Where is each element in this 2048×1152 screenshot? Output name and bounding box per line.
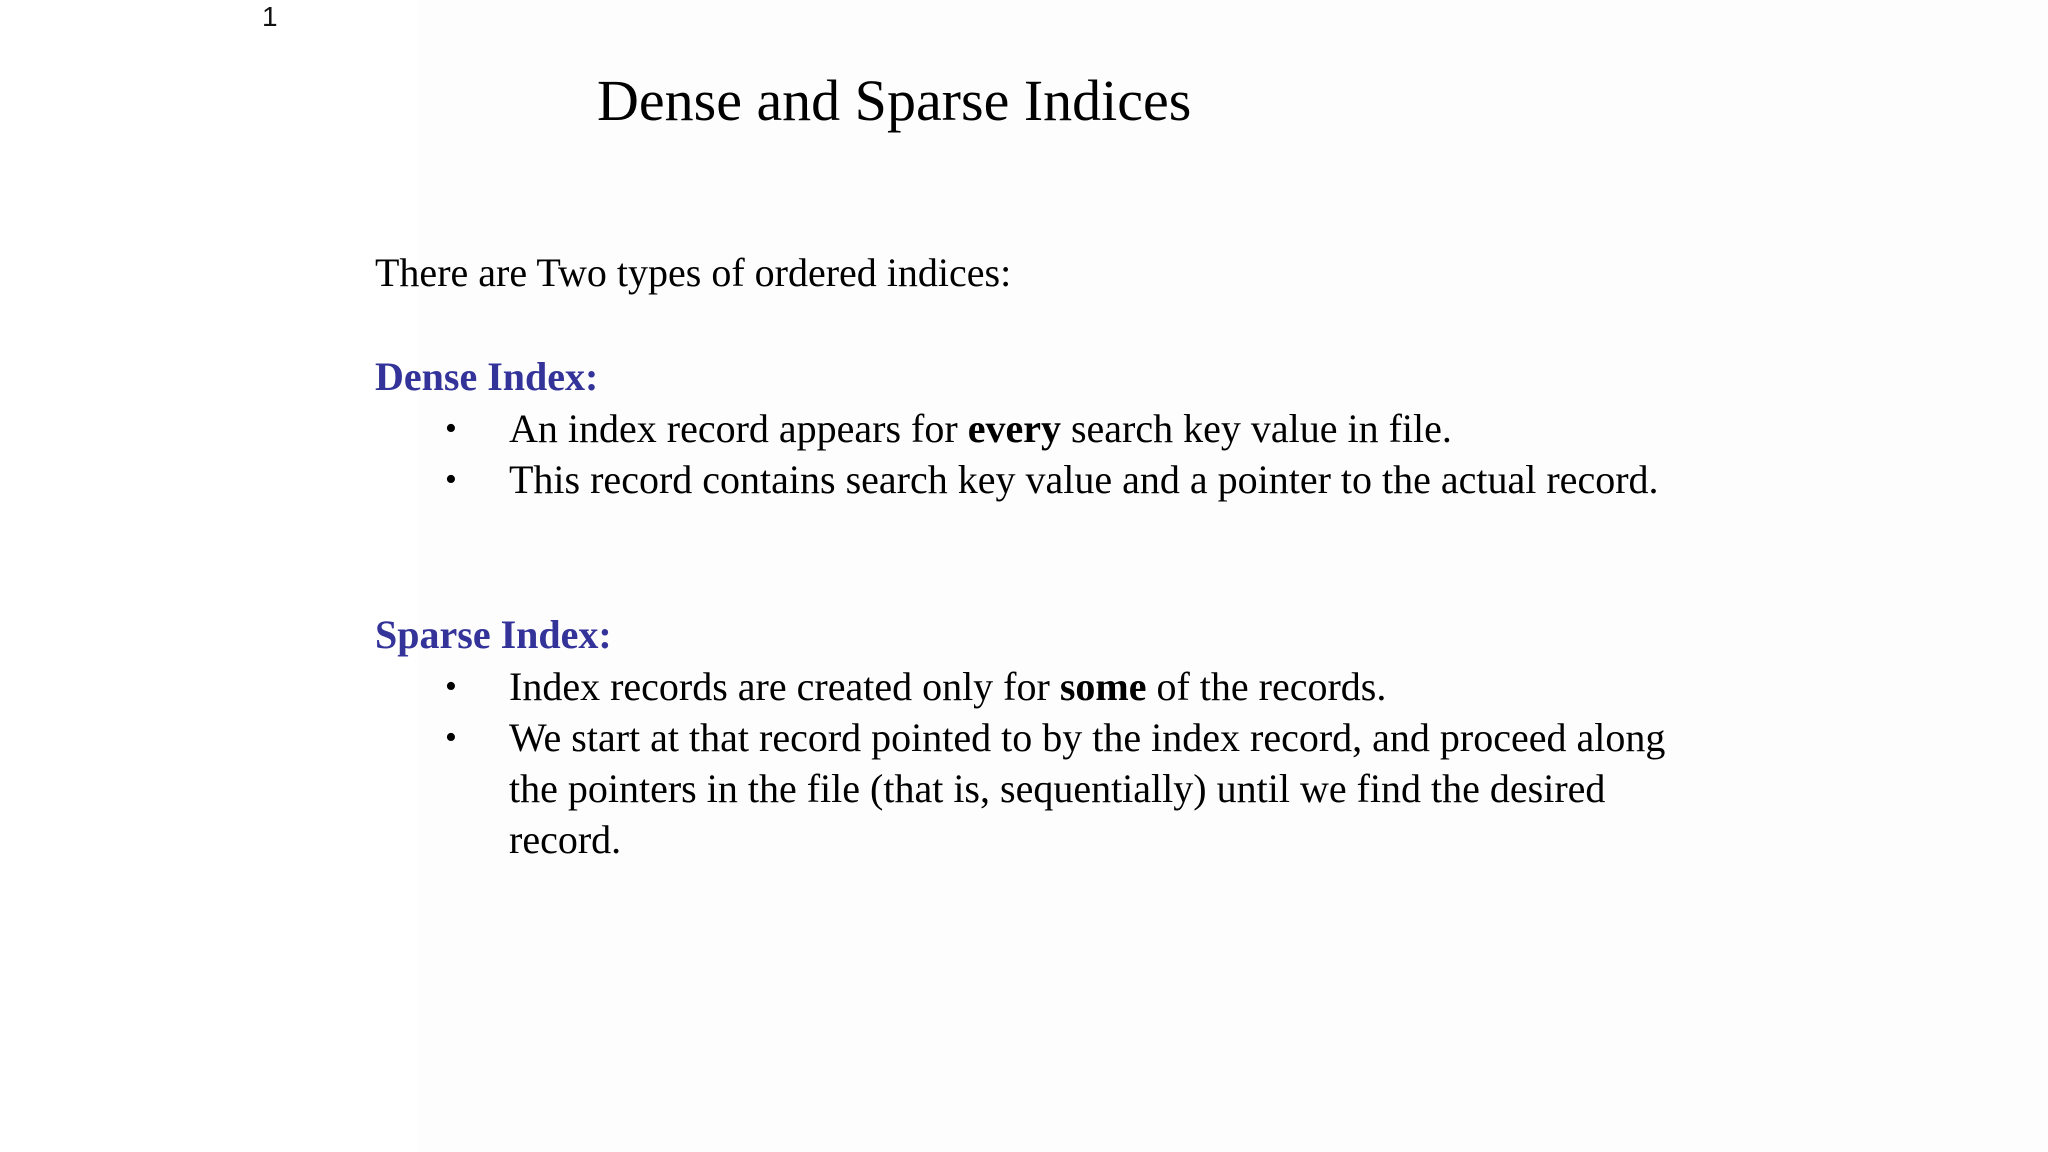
dense-index-section bbox=[375, 351, 1715, 505]
bullet-icon: • bbox=[445, 668, 457, 705]
list-item bbox=[375, 454, 1715, 505]
bullet-text: An index record appears for bbox=[509, 406, 968, 451]
bullet-icon: • bbox=[445, 410, 457, 447]
bullet-text: We start at that record pointed to by the index record, and proceed along the pointers in the file (that is, sequentially) until we find the desired record. bbox=[509, 715, 1666, 862]
bullet-text-end: search key value in file. bbox=[1060, 406, 1452, 451]
list-item bbox=[375, 403, 1715, 454]
sparse-index-section bbox=[375, 609, 1715, 865]
bullet-icon: • bbox=[445, 461, 457, 498]
slide-background bbox=[418, 0, 2048, 1152]
bullet-icon: • bbox=[445, 719, 457, 756]
list-item bbox=[375, 712, 1715, 865]
list-item bbox=[375, 661, 1715, 712]
bullet-list bbox=[375, 403, 1715, 505]
page-number: 1 bbox=[262, 1, 278, 32]
bullet-text: This record contains search key value and a pointer to the actual record. bbox=[509, 457, 1659, 502]
section-heading: Sparse Index: bbox=[375, 612, 612, 657]
section-heading: Dense Index: bbox=[375, 354, 599, 399]
bullet-text-end: of the records. bbox=[1146, 664, 1387, 709]
bullet-text: Index records are created only for bbox=[509, 664, 1060, 709]
slide-title: Dense and Sparse Indices bbox=[597, 68, 1192, 133]
intro-text: There are Two types of ordered indices: bbox=[375, 250, 1012, 295]
bullet-emphasis: every bbox=[967, 406, 1061, 451]
bullet-list bbox=[375, 661, 1715, 865]
bullet-emphasis: some bbox=[1059, 664, 1147, 709]
